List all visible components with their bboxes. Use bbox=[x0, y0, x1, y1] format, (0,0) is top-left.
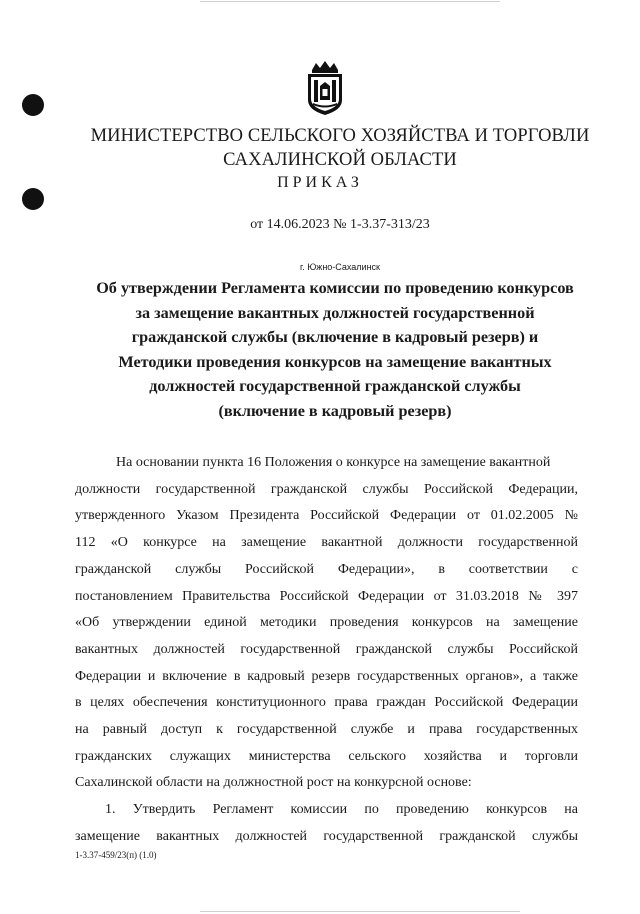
body-line: должности государственной гражданской службы Российской Федерации, bbox=[75, 481, 578, 497]
body-line: на равный доступ к государственной службе и права государственных bbox=[75, 722, 578, 738]
clause-line: 1. Утвердить Регламент комиссии по проведению конкурсов на bbox=[105, 802, 578, 818]
body-line: в целях обеспечения конституционного права граждан Российской Федерации bbox=[75, 695, 578, 711]
subject-line: (включение в кадровый резерв) bbox=[218, 401, 452, 420]
document-subject bbox=[70, 276, 600, 423]
ministry-line-2: САХАЛИНСКОЙ ОБЛАСТИ bbox=[223, 150, 457, 170]
body-line: гражданских служащих министерства сельского хозяйства и торговли bbox=[75, 748, 578, 764]
coat-of-arms-icon bbox=[302, 60, 348, 116]
document-type: ПРИКАЗ bbox=[277, 174, 363, 191]
body-line: вакантных должностей государственной гражданской службы Российской bbox=[75, 641, 578, 657]
city: г. Южно-Сахалинск bbox=[300, 262, 380, 272]
body-line: Федерации и включение в кадровый резерв государственных органов», а также bbox=[75, 668, 578, 684]
subject-line: Методики проведения конкурсов на замещение вакантных bbox=[118, 352, 552, 371]
ministry-name bbox=[60, 124, 620, 172]
order-number: от 14.06.2023 № 1-3.37-313/23 bbox=[250, 217, 430, 232]
body-line: утвержденного Указом Президента Российской Федерации от 01.02.2005 № bbox=[75, 508, 578, 524]
scan-artifact-top bbox=[200, 1, 500, 2]
body-line: гражданской службы Российской Федерации», в соответствии с bbox=[75, 561, 578, 577]
subject-line: Об утверждении Регламента комиссии по проведению конкурсов bbox=[96, 279, 574, 297]
subject-line: должностей государственной гражданской службы bbox=[149, 377, 521, 395]
ministry-line-1: МИНИСТЕРСТВО СЕЛЬСКОГО ХОЗЯЙСТВА И ТОРГОВЛИ bbox=[90, 126, 590, 146]
subject-line: гражданской службы (включение в кадровый резерв) и bbox=[131, 328, 539, 346]
clause-line: замещение вакантных должностей государственной гражданской службы bbox=[75, 828, 578, 844]
body-line: 112 «О конкурсе на замещение вакантной должности государственной bbox=[75, 535, 578, 551]
body-line: Сахалинской области на должностной рост на конкурсной основе: bbox=[75, 775, 472, 791]
scan-hole-top bbox=[22, 94, 44, 116]
body-line: На основании пункта 16 Положения о конкурсе на замещение вакантной bbox=[116, 455, 551, 470]
body-line: «Об утверждении единой методики проведения конкурсов на замещение bbox=[75, 615, 578, 631]
document-body bbox=[75, 450, 578, 851]
subject-line: за замещение вакантных должностей государственной bbox=[135, 303, 535, 322]
body-line: постановлением Правительства Российской Федерации от 31.03.2018 № 397 bbox=[75, 588, 578, 604]
scan-artifact-bottom bbox=[200, 911, 520, 912]
document-code: 1-3.37-459/23(п) (1.0) bbox=[75, 850, 157, 860]
